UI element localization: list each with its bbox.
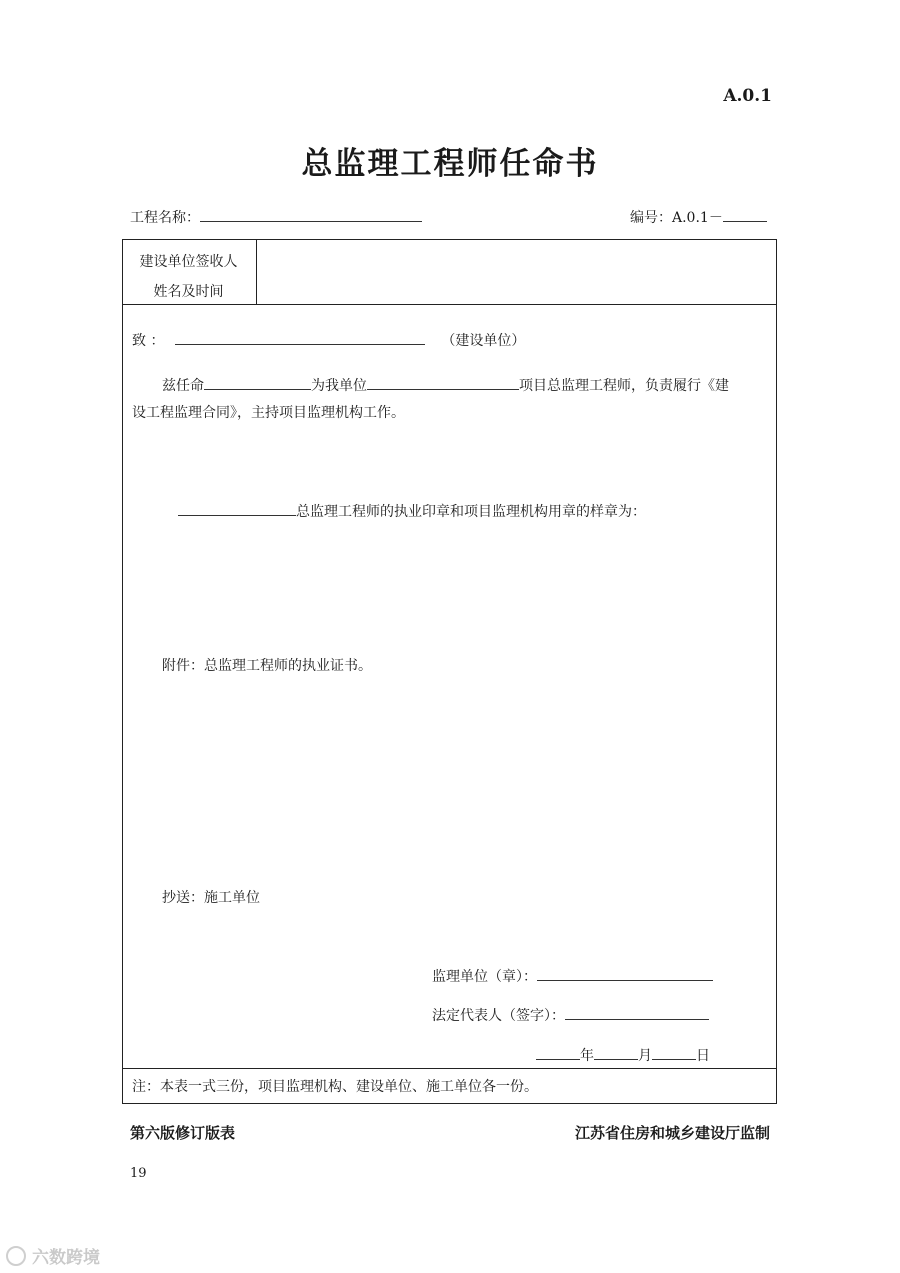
form-code: A.0.1: [723, 86, 772, 106]
form-number-label: 编号：A.0.1－: [630, 210, 723, 226]
footer-issuer: 江苏省住房和城乡建设厅监制: [574, 1124, 770, 1142]
footer-edition: 第六版修订版表: [130, 1124, 236, 1142]
addressee-suffix: （建设单位）: [441, 333, 526, 349]
addressee-row: [132, 327, 525, 351]
date-row: [536, 1042, 710, 1066]
appoint-text-c: 项目总监理工程师，负责履行《建: [519, 378, 729, 394]
project-name-label: 工程名称：: [130, 210, 200, 226]
divider-line: [256, 240, 257, 304]
supervisor-unit-field[interactable]: [537, 963, 713, 981]
legal-rep-signature-field[interactable]: [565, 1002, 709, 1020]
form-number-field[interactable]: [723, 204, 767, 222]
appoint-text-b: 为我单位: [311, 378, 367, 394]
legal-rep-label: 法定代表人（签字）：: [432, 1008, 565, 1024]
receiver-label-line1: 建设单位签收人: [139, 254, 238, 270]
seal-sample-row: [178, 498, 646, 522]
receiver-label-line2: 姓名及时间: [153, 284, 224, 300]
month-field[interactable]: [594, 1042, 638, 1060]
day-field[interactable]: [652, 1042, 696, 1060]
attachment-note: 附件：总监理工程师的执业证书。: [162, 658, 372, 674]
document-title: 总监理工程师任命书: [301, 146, 599, 182]
receiver-label: [122, 252, 255, 302]
year-field[interactable]: [536, 1042, 580, 1060]
watermark: [6, 1243, 100, 1268]
month-label: 月: [638, 1048, 652, 1064]
project-name-field[interactable]: [200, 204, 422, 222]
supervisor-unit-label: 监理单位（章）：: [432, 969, 537, 985]
divider-line: [123, 1068, 776, 1069]
legal-rep-row: [432, 1002, 709, 1026]
divider-line: [123, 304, 776, 305]
appoint-text-a: 兹任命: [162, 378, 204, 394]
project-name-row: [130, 204, 422, 228]
appointment-paragraph-line1: [162, 372, 729, 396]
seal-sample-text: 总监理工程师的执业印章和项目监理机构用章的样章为：: [296, 504, 646, 520]
page-number: 19: [130, 1166, 147, 1181]
project-field[interactable]: [367, 372, 519, 390]
receiver-signature-field[interactable]: [258, 244, 773, 301]
addressee-field[interactable]: [175, 327, 425, 345]
appoint-text-d: 设工程监理合同》，主持项目监理机构工作。: [132, 405, 405, 421]
addressee-label: 致 ：: [132, 333, 165, 349]
cc-line: 抄送：施工单位: [162, 890, 260, 906]
seal-name-field[interactable]: [178, 498, 296, 516]
form-note: 注：本表一式三份，项目监理机构、建设单位、施工单位各一份。: [132, 1079, 538, 1095]
supervisor-unit-row: [432, 963, 713, 987]
appointee-name-field[interactable]: [204, 372, 311, 390]
watermark-logo-icon: [6, 1246, 26, 1266]
watermark-text: 六数跨境: [32, 1248, 100, 1268]
day-label: 日: [696, 1048, 710, 1064]
year-label: 年: [580, 1048, 594, 1064]
form-number-row: [630, 204, 767, 228]
